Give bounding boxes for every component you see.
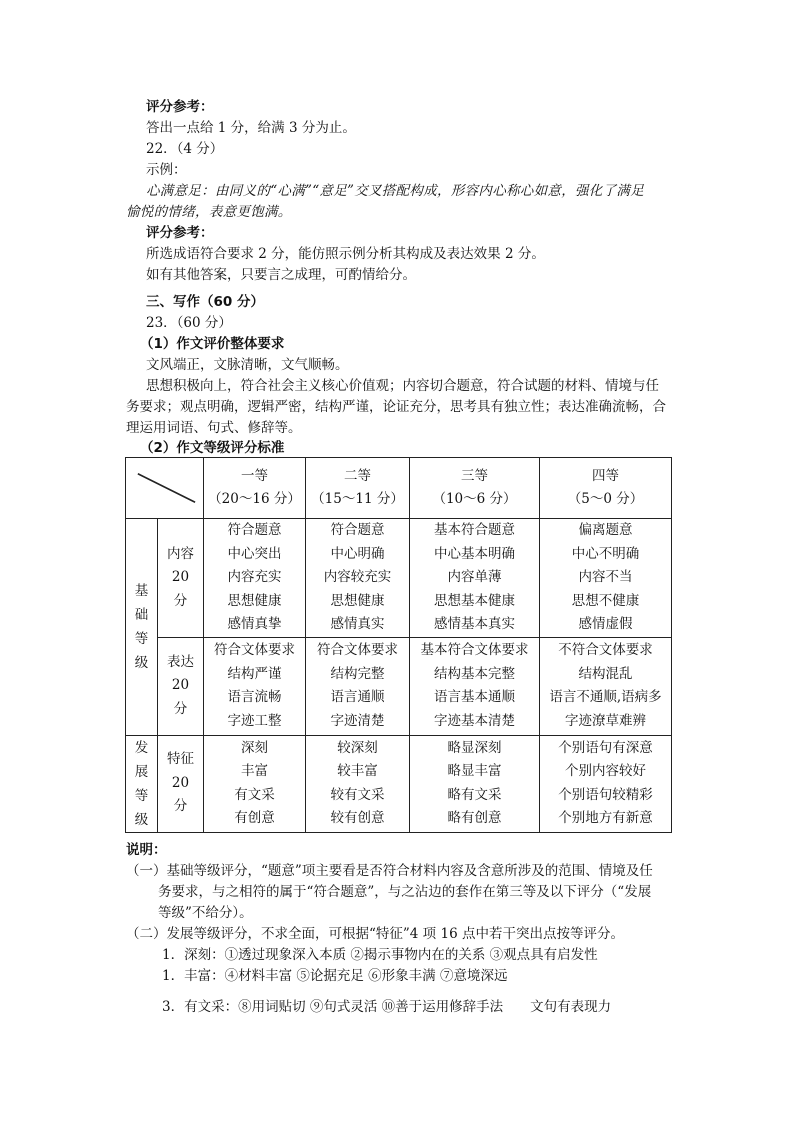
- vertical-char: 基: [134, 582, 149, 599]
- cell-line: 字迹基本清楚: [434, 712, 515, 729]
- scoring-ref-heading-2: 评分参考：: [146, 225, 214, 241]
- grade-name: 四等: [592, 467, 619, 484]
- feature-item-literary: 3．有文采：⑧用词贴切 ⑨句式灵活 ⑩善于运用修辞手法 文句有表现力: [162, 999, 612, 1015]
- cell-line: 语言流畅: [227, 689, 282, 705]
- cell-line: 字迹工整: [227, 712, 282, 729]
- content-score: 20: [171, 569, 190, 585]
- cell-line: 符合文体要求: [317, 642, 398, 658]
- section-writing-heading: 三、写作（60 分）: [146, 294, 264, 310]
- cell-line: 深刻: [241, 739, 268, 756]
- cell-line: 结构混乱: [578, 665, 633, 682]
- feature-cell-4: [540, 735, 672, 832]
- vertical-char: 级: [134, 654, 149, 671]
- cell-line: 较有文采: [330, 786, 385, 803]
- expression-label: 表达: [167, 653, 194, 670]
- feature-unit: 分: [173, 798, 188, 815]
- example-line-2: 愉悦的情绪，表意更饱满。: [126, 204, 292, 220]
- cell-line: 个别语句有深意: [558, 739, 653, 756]
- scoring-rule-22b: 如有其他答案，只要言之成理，可酌情给分。: [146, 267, 416, 283]
- cell-line: 中心明确: [330, 545, 385, 562]
- cell-line: 基本符合文体要求: [420, 642, 529, 658]
- essay-req-line-1: 文风端正，文脉清晰，文气顺畅。: [146, 357, 349, 373]
- develop-level-label: [126, 735, 158, 832]
- grade-range: （10～6 分）: [432, 491, 517, 507]
- note-1-line-3: 等级”不给分）。: [158, 905, 253, 921]
- expression-cell-text: [540, 639, 671, 733]
- content-cell-3: [410, 519, 540, 638]
- cell-line: 有文采: [234, 786, 275, 803]
- cell-line: 较丰富: [337, 763, 378, 779]
- cell-line: 丰富: [241, 763, 268, 779]
- content-cell-4: [540, 519, 672, 638]
- essay-req-line-2: 思想积极向上，符合社会主义核心价值观；内容切合题意，符合试题的材料、情境与任: [146, 378, 659, 394]
- content-cell-text: [410, 519, 539, 637]
- cell-line: 有创意: [234, 810, 275, 826]
- vertical-char: 础: [134, 606, 149, 623]
- expression-score: 20: [171, 677, 190, 694]
- cell-line: 思想不健康: [571, 592, 640, 609]
- scoring-rule-22a: 所选成语符合要求 2 分，能仿照示例分析其构成及表达效果 2 分。: [146, 246, 545, 262]
- cell-line: 符合题意: [330, 522, 385, 538]
- note-2-line-1: （二）发展等级评分，不求全面，可根据“特征”4 项 16 点中若干突出点按等评分。: [126, 926, 624, 942]
- grade-range: （20～16 分）: [208, 491, 301, 507]
- expression-cell-text: [306, 639, 409, 733]
- cell-line: 中心突出: [227, 545, 282, 562]
- feature-label: 特征: [167, 751, 194, 768]
- cell-line: 内容较充实: [323, 569, 392, 585]
- grade-name: 一等: [241, 467, 268, 484]
- cell-line: 语言通顺: [330, 689, 385, 705]
- cell-line: 语言不通顺,语病多: [549, 689, 662, 705]
- develop-level-text: [126, 736, 157, 832]
- question-23-heading: 23．（60 分）: [146, 315, 232, 331]
- expression-label-cell: [158, 637, 204, 735]
- cell-line: 个别内容较好: [565, 763, 646, 779]
- cell-line: 略有文采: [447, 786, 502, 803]
- vertical-char: 发: [134, 739, 149, 756]
- cell-line: 语言基本通顺: [434, 689, 515, 705]
- basic-level-label: [126, 519, 158, 736]
- feature-cell-text: [204, 737, 305, 831]
- cell-line: 符合题意: [227, 522, 282, 538]
- cell-line: 中心基本明确: [434, 545, 515, 562]
- cell-line: 中心不明确: [571, 545, 640, 562]
- vertical-char: 展: [134, 763, 149, 780]
- cell-line: 基本符合题意: [434, 522, 515, 538]
- expression-cell-2: [306, 637, 410, 735]
- cell-line: 思想健康: [330, 592, 385, 609]
- vertical-char: 等: [134, 787, 149, 804]
- cell-line: 结构完整: [330, 665, 385, 682]
- example-label: 示例：: [146, 162, 187, 178]
- cell-line: 结构基本完整: [434, 665, 515, 682]
- grade-name: 三等: [461, 467, 488, 484]
- cell-line: 思想健康: [227, 592, 282, 609]
- feature-cell-text: [540, 737, 671, 831]
- grade-name: 二等: [344, 467, 371, 484]
- grading-table: [125, 457, 672, 833]
- feature-cell-text: [410, 737, 539, 831]
- basic-level-text: [126, 579, 157, 675]
- feature-cell-text: [306, 737, 409, 831]
- diagonal-header-cell: [126, 458, 204, 519]
- cell-line: 个别地方有新意: [558, 810, 653, 826]
- expression-cell-1: [204, 637, 306, 735]
- note-1-line-2: 务要求，与之相符的属于“符合题意”，与之沾边的套作在第三等及以下评分（“发展: [158, 884, 652, 900]
- cell-line: 不符合文体要求: [558, 642, 653, 658]
- cell-line: 感情真实: [330, 616, 385, 632]
- cell-line: 内容不当: [578, 569, 633, 585]
- content-cell-text: [204, 519, 305, 637]
- feature-item-deep: 1．深刻：①透过现象深入本质 ②揭示事物内在的关系 ③观点具有启发性: [162, 947, 598, 963]
- expression-cell-text: [410, 639, 539, 733]
- diagonal-line: [126, 458, 203, 518]
- feature-cell-3: [410, 735, 540, 832]
- cell-line: 感情基本真实: [434, 616, 515, 632]
- cell-line: 字迹清楚: [330, 712, 385, 729]
- cell-line: 结构严谨: [227, 665, 282, 682]
- grade-header-1: [204, 458, 306, 519]
- vertical-char: 级: [134, 811, 149, 828]
- grade-header-2: [306, 458, 410, 519]
- grade-header-3: [410, 458, 540, 519]
- content-cell-1: [204, 519, 306, 638]
- feature-item-rich: 1．丰富：④材料丰富 ⑤论据充足 ⑥形象丰满 ⑦意境深远: [162, 968, 508, 984]
- essay-overall-req-heading: （1）作文评价整体要求: [140, 336, 285, 352]
- cell-line: 较有创意: [330, 810, 385, 826]
- cell-line: 感情真挚: [227, 616, 282, 632]
- content-label: 内容: [167, 545, 194, 562]
- cell-line: 偏离题意: [578, 522, 633, 538]
- feature-score: 20: [171, 774, 190, 791]
- feature-cell-2: [306, 735, 410, 832]
- expression-cell-3: [410, 637, 540, 735]
- note-1-line-1: （一）基础等级评分，“题意”项主要看是否符合材料内容及含意所涉及的范围、情境及任: [126, 863, 653, 879]
- notes-heading: 说明：: [126, 842, 167, 858]
- grade-header-4: [540, 458, 672, 519]
- grade-range: （15～11 分）: [311, 491, 404, 507]
- example-line-1: 心满意足：由同义的“心满”“意足”交叉搭配构成，形容内心称心如意，强化了满足: [146, 183, 645, 199]
- content-cell-text: [540, 519, 671, 637]
- cell-line: 内容充实: [227, 569, 282, 585]
- scoring-rule-21: 答出一点给 1 分，给满 3 分为止。: [146, 120, 356, 136]
- content-cell-2: [306, 519, 410, 638]
- essay-req-line-3: 务要求；观点明确，逻辑严密，结构严谨，论证充分，思考具有独立性；表达准确流畅，合: [126, 399, 666, 415]
- cell-line: 个别语句较精彩: [558, 786, 653, 803]
- cell-line: 略显丰富: [447, 763, 502, 779]
- vertical-char: 等: [134, 630, 149, 647]
- content-label-cell: [158, 519, 204, 638]
- cell-line: 感情虚假: [578, 616, 633, 632]
- expression-unit: 分: [173, 700, 188, 717]
- feature-cell-1: [204, 735, 306, 832]
- cell-line: 较深刻: [337, 739, 378, 756]
- cell-line: 内容单薄: [447, 569, 502, 585]
- question-22-heading: 22．（4 分）: [146, 141, 224, 157]
- grade-range: （5～0 分）: [567, 491, 644, 507]
- cell-line: 思想基本健康: [434, 592, 515, 609]
- cell-line: 略有创意: [447, 810, 502, 826]
- cell-line: 字迹潦草难辨: [565, 712, 646, 729]
- content-unit: 分: [173, 592, 188, 609]
- expression-cell-4: [540, 637, 672, 735]
- cell-line: 略显深刻: [447, 739, 502, 756]
- expression-cell-text: [204, 639, 305, 733]
- content-cell-text: [306, 519, 409, 637]
- essay-grade-std-heading: （2）作文等级评分标准: [140, 440, 285, 456]
- essay-req-line-4: 理运用词语、句式、修辞等。: [126, 420, 302, 436]
- cell-line: 符合文体要求: [214, 642, 295, 658]
- feature-label-cell: [158, 735, 204, 832]
- scoring-ref-heading-1: 评分参考：: [146, 99, 214, 115]
